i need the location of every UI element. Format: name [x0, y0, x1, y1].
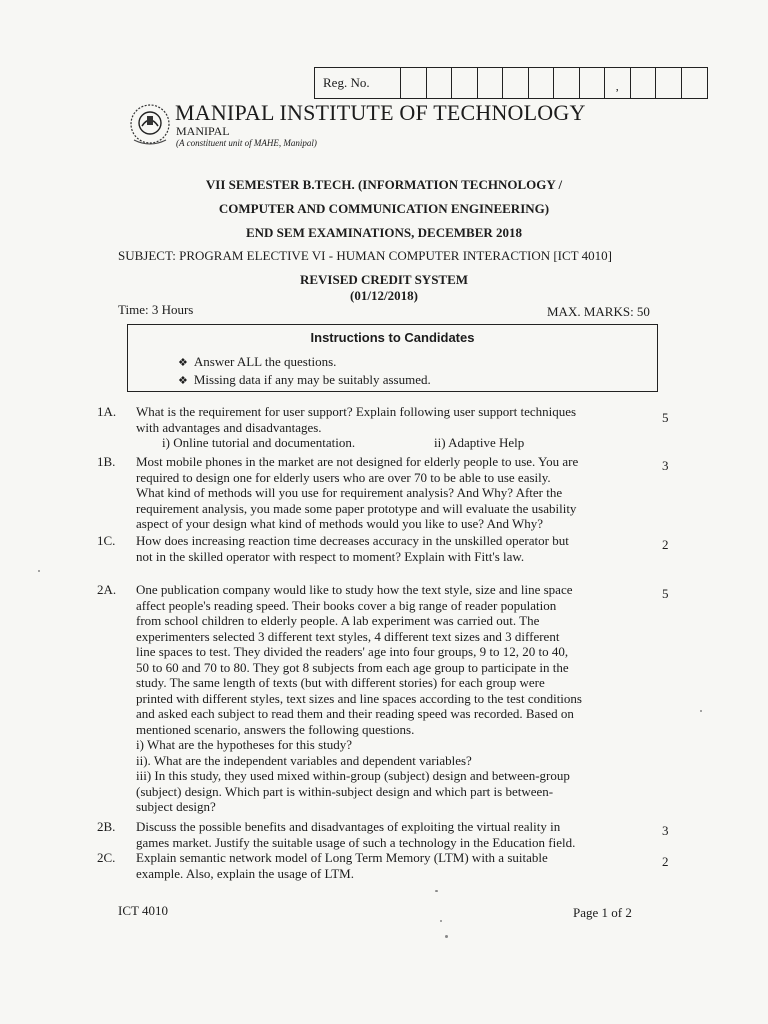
reg-digit-cell — [452, 68, 478, 98]
question-text-line: What is the requirement for user support? Explain following user support techniques — [136, 404, 577, 419]
question-text-line: from school children to elderly people. A lab experiment was carried out. The — [136, 613, 540, 628]
reg-digit-cell — [401, 68, 427, 98]
exam-title-line: END SEM EXAMINATIONS, DECEMBER 2018 — [245, 225, 523, 240]
reg-digit-cell — [554, 68, 580, 98]
question-text-line: i) What are the hypotheses for this study? — [136, 737, 353, 752]
question-number: 1C. — [97, 533, 116, 548]
course-code-footer: ICT 4010 — [118, 903, 168, 918]
question-text-line: Most mobile phones in the market are not designed for elderly people to use. You are — [136, 454, 579, 469]
reg-digit-cell: , — [605, 68, 631, 98]
question-text-line: experimenters selected 3 different text styles, 4 different text sizes and 3 different — [136, 628, 560, 644]
question-text — [136, 454, 642, 532]
question-text-line: 50 to 60 and 70 to 80. They got 8 subjects from each age group to participate in the — [136, 659, 569, 675]
question-text — [136, 819, 642, 850]
question-number: 1B. — [97, 454, 116, 469]
reg-digit-cell — [529, 68, 555, 98]
instructions-title: Instructions to Candidates — [310, 330, 475, 345]
instruction-item: ❖ Missing data if any may be suitably assumed. — [178, 372, 431, 387]
question-marks: 5 — [662, 586, 669, 601]
branch-line: COMPUTER AND COMMUNICATION ENGINEERING) — [218, 201, 550, 216]
question-text-line: (subject) design. Which part is within-subject design and which part is between- — [136, 783, 554, 799]
question-text-line: What kind of methods will you use for requirement analysis? And Why? After the — [136, 485, 563, 500]
question-text-line: mentioned scenario, answers the following questions. — [136, 721, 415, 737]
question-text — [136, 582, 642, 815]
institute-logo-icon — [128, 102, 172, 146]
instruction-item: ❖ Answer ALL the questions. — [178, 354, 337, 369]
question-text-line: ii). What are the independent variables and dependent variables? — [136, 752, 472, 768]
reg-digit-cell — [656, 68, 682, 98]
reg-digit-cell — [631, 68, 657, 98]
exam-date: (01/12/2018) — [350, 288, 418, 303]
question-text-line: Explain semantic network model of Long Term Memory (LTM) with a suitable — [136, 850, 548, 865]
question-marks: 2 — [662, 537, 669, 552]
question-text-line: line spaces to test. They divided the readers' age into four groups, 9 to 12, 20 to 40, — [136, 644, 569, 659]
option-one: i) Online tutorial and documentation. — [162, 435, 356, 450]
reg-digit-cell — [580, 68, 606, 98]
question-options — [136, 435, 642, 451]
question-number: 2B. — [97, 819, 116, 834]
question-number: 2A. — [97, 582, 117, 597]
question-text-line: example. Also, explain the usage of LTM. — [136, 865, 354, 881]
question-number: 2C. — [97, 850, 116, 865]
question-text-line: requirement analysis, you made some paper prototype and will evaluate the usability — [136, 500, 577, 516]
question-text-line: not in the skilled operator with respect to moment? Explain with Fitt's law. — [136, 548, 525, 564]
page-number: Page 1 of 2 — [573, 905, 632, 920]
question-text-line: How does increasing reaction time decreases accuracy in the unskilled operator but — [136, 533, 569, 548]
option-two: ii) Adaptive Help — [434, 435, 525, 450]
question-text — [136, 404, 642, 451]
question-text-line: printed with different styles, text sizes and line spaces according to the test conditions — [136, 690, 582, 706]
question-text-line: affect people's reading speed. Their books cover a big range of reader population — [136, 597, 557, 613]
reg-digit-cell — [478, 68, 504, 98]
question-marks: 3 — [662, 458, 669, 473]
credit-system-line: REVISED CREDIT SYSTEM — [299, 272, 469, 287]
reg-digit-cell — [427, 68, 453, 98]
question-text — [136, 850, 642, 881]
diamond-bullet-icon: ❖ — [178, 357, 188, 369]
question-text-line: Discuss the possible benefits and disadvantages of exploiting the virtual reality in — [136, 819, 561, 834]
question-marks: 3 — [662, 823, 669, 838]
question-text-line: One publication company would like to study how the text style, size and line space — [136, 582, 573, 597]
question-text-line: games market. Justify the suitable usage of such a technology in the Education field. — [136, 834, 576, 850]
subject-line: SUBJECT: PROGRAM ELECTIVE VI - HUMAN COMPUTER INTERACTION [ICT 4010] — [118, 248, 612, 263]
semester-line: VII SEMESTER B.TECH. (INFORMATION TECHNOLOGY / — [205, 177, 563, 192]
question-text-line: iii) In this study, they used mixed within-group (subject) design and between-group — [136, 768, 570, 783]
question-text-line: subject design? — [136, 799, 216, 814]
max-marks: MAX. MARKS: 50 — [547, 304, 650, 319]
institute-city: MANIPAL — [176, 124, 230, 138]
reg-digit-cell — [503, 68, 529, 98]
question-text — [136, 533, 642, 564]
question-text-line: aspect of your design what kind of methods would you like to use? And Why? — [136, 516, 544, 531]
question-text-line: required to design one for elderly users who are over 70 to be able to use easily. — [136, 469, 551, 485]
exam-duration: Time: 3 Hours — [118, 302, 194, 317]
question-marks: 5 — [662, 410, 669, 425]
instructions-box — [127, 324, 658, 392]
reg-digit-cell — [682, 68, 708, 98]
question-number: 1A. — [97, 404, 117, 419]
question-text-line: study. The same length of texts (but with different stories) for each group were — [136, 675, 545, 690]
reg-number-box — [314, 67, 708, 99]
question-text-line: and asked each subject to read them and their reading speed was recorded. Based on — [136, 706, 574, 721]
institute-name: MANIPAL INSTITUTE OF TECHNOLOGY — [175, 100, 586, 125]
question-text-line: with advantages and disadvantages. — [136, 419, 322, 435]
reg-number-label: Reg. No. — [315, 68, 401, 98]
institute-constituent-note: (A constituent unit of MAHE, Manipal) — [176, 138, 317, 148]
diamond-bullet-icon: ❖ — [178, 375, 188, 387]
question-marks: 2 — [662, 854, 669, 869]
